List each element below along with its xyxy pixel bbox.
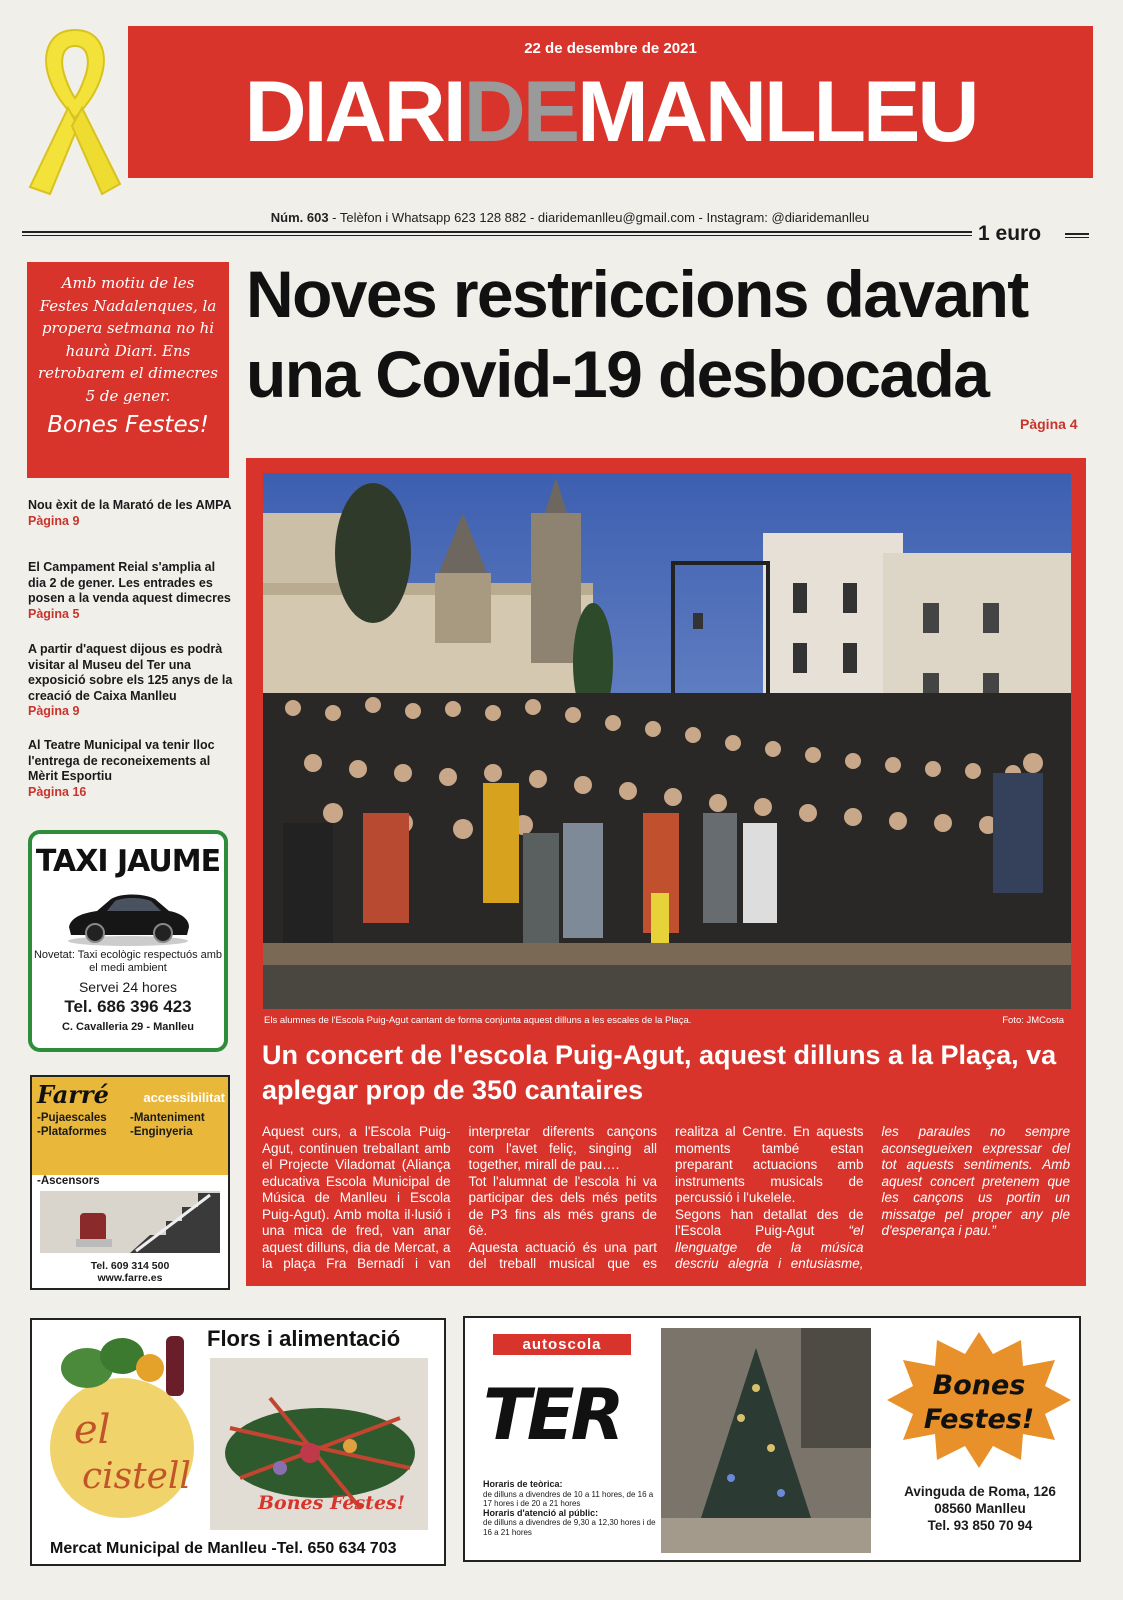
- publication-date: 22 de desembre de 2021: [524, 40, 697, 57]
- phone-number: Telèfon i Whatsapp 623 128 882: [339, 210, 527, 225]
- article-body: [262, 1124, 1070, 1284]
- brief-text: Al Teatre Municipal va tenir lloc l'entrega de reconeixements al Mèrit Esportiu: [28, 738, 215, 783]
- header-rule: [22, 231, 972, 236]
- taxi-address: C. Cavalleria 29 - Manlleu: [61, 1021, 195, 1033]
- car-icon: [63, 883, 193, 947]
- ad-title: Flors i alimentació: [207, 1326, 401, 1351]
- farre-web[interactable]: www.farre.es: [97, 1272, 163, 1284]
- ad-footer: Mercat Municipal de Manlleu -Tel. 650 634 703: [50, 1540, 397, 1557]
- brief-item[interactable]: [28, 498, 233, 529]
- paragraph-quote: “el llenguatge de la música descriu alegria i entusiasme, les paraules no sempre aconsegueixen expressar del tot aquests sentiments. Amb aquest concert pretenem que les cançons us portin un missatge pel proper any ple d'esperança i pau.”: [675, 1124, 1070, 1271]
- contact-line: [120, 210, 1020, 225]
- el-cistell-logo: [42, 1328, 202, 1528]
- yellow-ribbon-icon: [20, 22, 130, 202]
- farre-services: [37, 1111, 223, 1139]
- svg-text:el: el: [74, 1407, 111, 1453]
- address-city: 08560 Manlleu: [934, 1501, 1026, 1516]
- article-paragraph: Tot l'alumnat de l'escola hi va participar des dels més petits de P3 fins als més grans de 6è.: [468, 1173, 657, 1238]
- holiday-notice-box: [27, 262, 229, 478]
- address-street: Avinguda de Roma, 126: [904, 1484, 1056, 1499]
- farre-tag: accessibilitat: [143, 1090, 225, 1105]
- brief-text: El Campament Reial s'amplia al dia 2 de gener. Les entrades es posen a la venda aquest dimecres: [28, 560, 231, 605]
- headline-page-ref: Pàgina 4: [1020, 416, 1078, 432]
- title-part-manlleu: MANLLEU: [577, 64, 977, 160]
- svg-text:cistell: cistell: [82, 1456, 191, 1497]
- email-address: diaridemanlleu@gmail.com: [537, 210, 695, 225]
- photo-caption: Els alumnes de l'Escola Puig-Agut cantant de forma conjunta aquest dilluns a les escales de la Plaça.: [264, 1015, 692, 1026]
- ad-label: autoscola: [493, 1334, 631, 1355]
- taxi-name: TAXI JAUME: [35, 844, 221, 879]
- taxi-phone: Tel. 686 396 423: [64, 997, 192, 1016]
- farre-name: Farré: [37, 1080, 109, 1109]
- farre-header: [32, 1077, 228, 1175]
- issue-number: Núm. 603: [270, 210, 329, 225]
- brief-text: A partir d'aquest dijous es podrà visitar al Museu del Ter una exposició sobre els 125 anys de la creació de Caixa Manlleu: [28, 642, 233, 703]
- separator: -: [694, 210, 707, 225]
- taxi-service: Servei 24 hores: [78, 979, 178, 995]
- opening-hours: [483, 1480, 658, 1537]
- title-part-diari: DIARI: [244, 64, 464, 160]
- ad-phone: Tel. 93 850 70 94: [927, 1518, 1033, 1533]
- newspaper-title: [128, 62, 1093, 162]
- taxi-note: Novetat: Taxi ecològic respectuós amb el medi ambient: [33, 949, 223, 974]
- header-rule-end: [1065, 233, 1089, 238]
- paragraph-lead: Segons han detallat des de l'Escola Puig-Agut: [675, 1206, 864, 1238]
- christmas-tree-image: [661, 1328, 871, 1553]
- feature-article: [246, 458, 1086, 1286]
- starburst-badge: [885, 1330, 1073, 1470]
- masthead-banner: [128, 26, 1093, 178]
- article-subheadline[interactable]: Un concert de l'escola Puig-Agut, aquest dilluns a la Plaça, va aplegar prop de 350 cantaires: [262, 1040, 1057, 1105]
- notice-greeting: Bones Festes!: [47, 412, 209, 438]
- stairlift-image: [40, 1191, 220, 1253]
- brief-page: Pàgina 16: [28, 784, 87, 799]
- taxi-jaume-ad[interactable]: [28, 830, 228, 1052]
- instagram-handle: Instagram: @diaridemanlleu: [706, 210, 870, 225]
- brief-item[interactable]: [28, 642, 233, 720]
- farre-phone: Tel. 609 314 500: [90, 1260, 170, 1272]
- service-item: -Plataformes: [37, 1126, 107, 1138]
- brief-page: Pàgina 9: [28, 704, 80, 718]
- headline-line: Noves restriccions davant: [246, 257, 1028, 331]
- farre-ad[interactable]: [30, 1075, 230, 1290]
- headline-line: una Covid-19 desbocada: [246, 337, 989, 411]
- ad-brand: TER: [483, 1374, 621, 1456]
- main-headline[interactable]: [246, 254, 1086, 414]
- concert-photo: [263, 473, 1071, 1009]
- service-item: -Manteniment: [130, 1112, 205, 1124]
- service-item: -Enginyeria: [130, 1126, 193, 1138]
- article-paragraph: Aquesta actuació és una part del treball musical que es realitza al Centre. En aquests moments també estan preparant actuacions amb instruments musicals de percussió i l'ukelele.: [468, 1124, 864, 1271]
- autoescola-ter-ad[interactable]: [463, 1316, 1081, 1562]
- photo-credit: Foto: JMCosta: [1002, 1015, 1064, 1026]
- separator: -: [328, 210, 340, 225]
- hours-title: Horaris de teòrica:: [483, 1479, 563, 1489]
- brief-text: Nou èxit de la Marató de les AMPA: [28, 498, 232, 512]
- farre-extra: -Ascensors: [37, 1175, 100, 1187]
- ad-greeting: Bones Festes!: [258, 1492, 406, 1514]
- notice-text: Amb motiu de les Festes Nadalenques, la propera setmana no hi haurà Diari. Ens retrobarem el dimecres 5 de gener.: [38, 274, 218, 405]
- price-label: 1 euro: [978, 222, 1042, 245]
- brief-page: Pàgina 9: [28, 513, 80, 528]
- separator: -: [526, 210, 538, 225]
- hours-title: Horaris d'atenció al públic:: [483, 1507, 599, 1518]
- brief-page: Pàgina 5: [28, 606, 80, 621]
- brief-item[interactable]: [28, 560, 233, 622]
- el-cistell-ad[interactable]: [30, 1318, 446, 1566]
- badge-line-2: Festes!: [923, 1404, 1035, 1435]
- badge-line-1: Bones: [932, 1370, 1026, 1401]
- title-part-de: DE: [463, 64, 578, 160]
- hours-text: de dilluns a divendres de 10 a 11 hores, de 16 a 17 hores i de 20 a 21 hores: [483, 1489, 654, 1508]
- brief-item[interactable]: [28, 738, 233, 800]
- ad-address: [885, 1483, 1075, 1534]
- hours-text: de dilluns a divendres de 9,30 a 12,30 hores i de 16 a 21 hores: [483, 1518, 656, 1537]
- article-paragraph: Aquest curs, a l'Escola Puig-Agut, continuen treballant amb el Projecte Viladomat (Aliança educativa Escola Municipal de Música de Manlleu i Escola Puig-Agut). Amb molta il·lusió i una mica de fred, van anar aquest dilluns, dia de Mercat, a la plaça Fra Bernadí i van interpretar diferents cançons com l'avet feliç, singing all together, mirall de pau….: [262, 1124, 657, 1271]
- farre-contact: [32, 1260, 228, 1284]
- service-item: -Pujaescales: [37, 1112, 107, 1124]
